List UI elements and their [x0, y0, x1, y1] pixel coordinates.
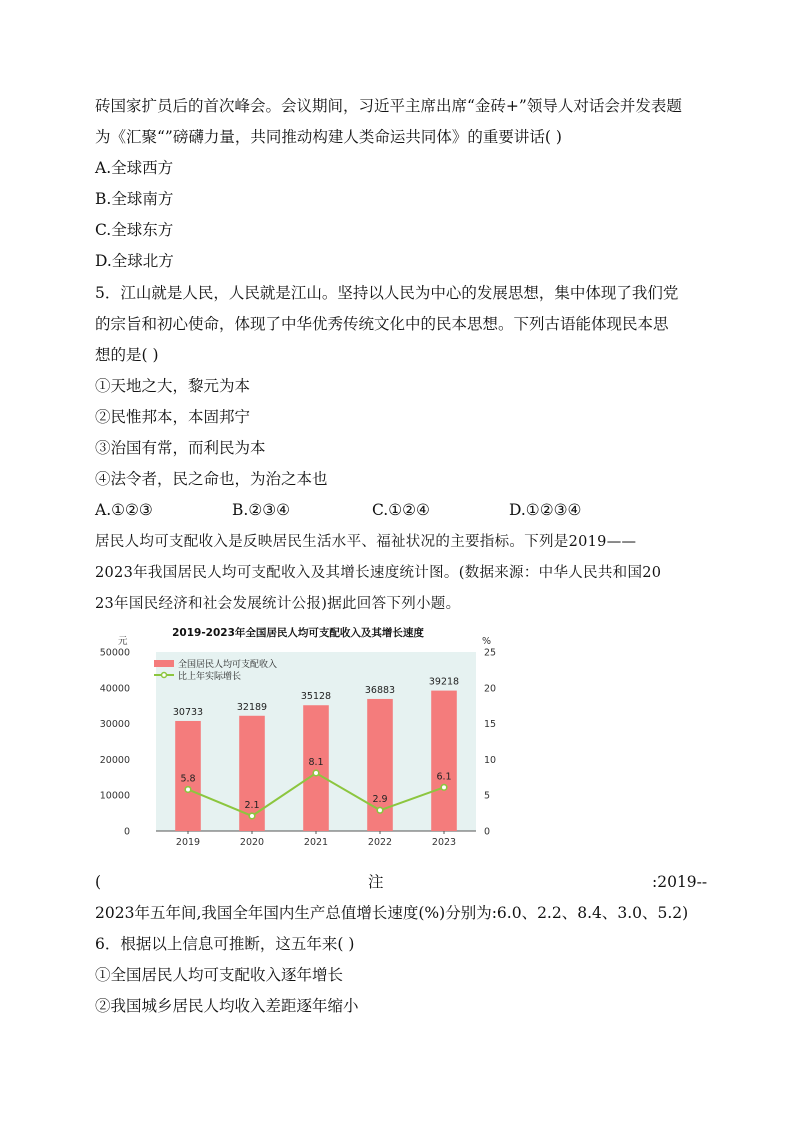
- note-text: 2023年五年间,我国全年国内生产总值增长速度(%)分别为:6.0、2.2、8.4、3.0、5.2): [95, 904, 689, 922]
- bar-value-label: 32189: [236, 701, 268, 713]
- legend-line-marker: [162, 673, 167, 678]
- chart-svg: [98, 622, 498, 854]
- statement-3: ③治国有常，而利民为本: [95, 439, 266, 457]
- material-intro: 居民人均可支配收入是反映居民生活水平、福祉状况的主要指标。下列是2019——: [95, 534, 637, 550]
- growth-point: [441, 785, 447, 791]
- income-chart: [98, 622, 498, 854]
- x-tick-label: 2022: [367, 837, 393, 848]
- x-tick-label: 2021: [303, 837, 329, 848]
- statement-2: ②我国城乡居民人均收入差距逐年缩小: [95, 997, 359, 1015]
- left-axis-unit: 元: [118, 636, 128, 647]
- chart-title: 2019-2023年全国居民人均可支配收入及其增长速度: [172, 627, 424, 639]
- question-6: 6．根据以上信息可推断，这五年来( ): [95, 935, 355, 953]
- left-tick-label: 50000: [99, 647, 130, 659]
- right-axis-unit: %: [482, 636, 492, 647]
- legend-bar-swatch: [154, 660, 174, 667]
- growth-value-label: 5.8: [180, 773, 196, 785]
- growth-point: [313, 770, 319, 776]
- right-tick-label: 15: [484, 719, 497, 731]
- right-tick-label: 0: [484, 826, 491, 838]
- right-tick-label: 20: [484, 683, 497, 695]
- text-line: 想的是( ): [95, 346, 159, 364]
- question-5: 5．江山就是人民，人民就是江山。坚持以人民为中心的发展思想，集中体现了我们党: [95, 284, 679, 302]
- growth-value-label: 6.1: [436, 771, 452, 783]
- statement-1: ①天地之大，黎元为本: [95, 377, 251, 395]
- growth-point: [377, 807, 383, 813]
- statement-4: ④法令者，民之命也，为治之本也: [95, 470, 328, 488]
- answer-a: A.①②③: [95, 501, 153, 519]
- answer-d: D.①②③④: [509, 501, 582, 519]
- bar-value-label: 30733: [172, 706, 204, 718]
- option-d: D.全球北方: [95, 252, 174, 270]
- answer-b: B.②③④: [232, 501, 291, 519]
- legend-bar-label: 全国居民人均可支配收入: [178, 660, 278, 670]
- option-b: B.全球南方: [95, 190, 174, 208]
- option-c: C.全球东方: [95, 221, 174, 239]
- option-a: A.全球西方: [95, 159, 174, 177]
- right-tick-label: 5: [484, 790, 491, 802]
- left-tick-label: 40000: [99, 683, 130, 695]
- left-tick-label: 20000: [99, 754, 130, 766]
- answer-c: C.①②④: [372, 501, 430, 519]
- x-tick-label: 2019: [175, 837, 201, 848]
- left-tick-label: 0: [123, 826, 130, 838]
- growth-value-label: 2.1: [244, 799, 260, 811]
- bar: [303, 705, 329, 831]
- left-tick-label: 30000: [99, 719, 130, 731]
- growth-point: [249, 813, 255, 819]
- x-tick-label: 2023: [431, 837, 457, 848]
- text-line: 为《汇聚“”磅礴力量，共同推动构建人类命运共同体》的重要讲话( ): [95, 128, 562, 146]
- x-tick-label: 2020: [239, 837, 265, 848]
- note-range: :2019--: [652, 873, 708, 891]
- bar: [431, 691, 457, 831]
- legend-line-label: 比上年实际增长: [178, 672, 242, 682]
- growth-point: [185, 787, 191, 793]
- bar-value-label: 39218: [428, 676, 460, 688]
- right-tick-label: 25: [484, 647, 497, 659]
- bar-value-label: 36883: [364, 684, 396, 696]
- note-label: 注: [368, 873, 384, 891]
- text-line: 的宗旨和初心使命，体现了中华优秀传统文化中的民本思想。下列古语能体现民本思: [95, 315, 669, 333]
- bar-value-label: 35128: [300, 691, 332, 703]
- right-tick-label: 10: [484, 754, 497, 766]
- growth-value-label: 8.1: [308, 757, 324, 769]
- note-open-paren: (: [95, 873, 102, 891]
- text-line: 砖国家扩员后的首次峰会。会议期间，习近平主席出席“金砖+”领导人对话会并发表题: [95, 97, 682, 115]
- statement-2: ②民惟邦本，本固邦宁: [95, 408, 251, 426]
- statement-1: ①全国居民人均可支配收入逐年增长: [95, 966, 344, 984]
- text-line: 2023年我国居民人均可支配收入及其增长速度统计图。(数据来源：中华人民共和国20: [95, 565, 662, 581]
- text-line: 23年国民经济和社会发展统计公报)据此回答下列小题。: [95, 596, 461, 612]
- left-tick-label: 10000: [99, 790, 130, 802]
- answer-options: [95, 500, 715, 520]
- growth-value-label: 2.9: [372, 794, 388, 806]
